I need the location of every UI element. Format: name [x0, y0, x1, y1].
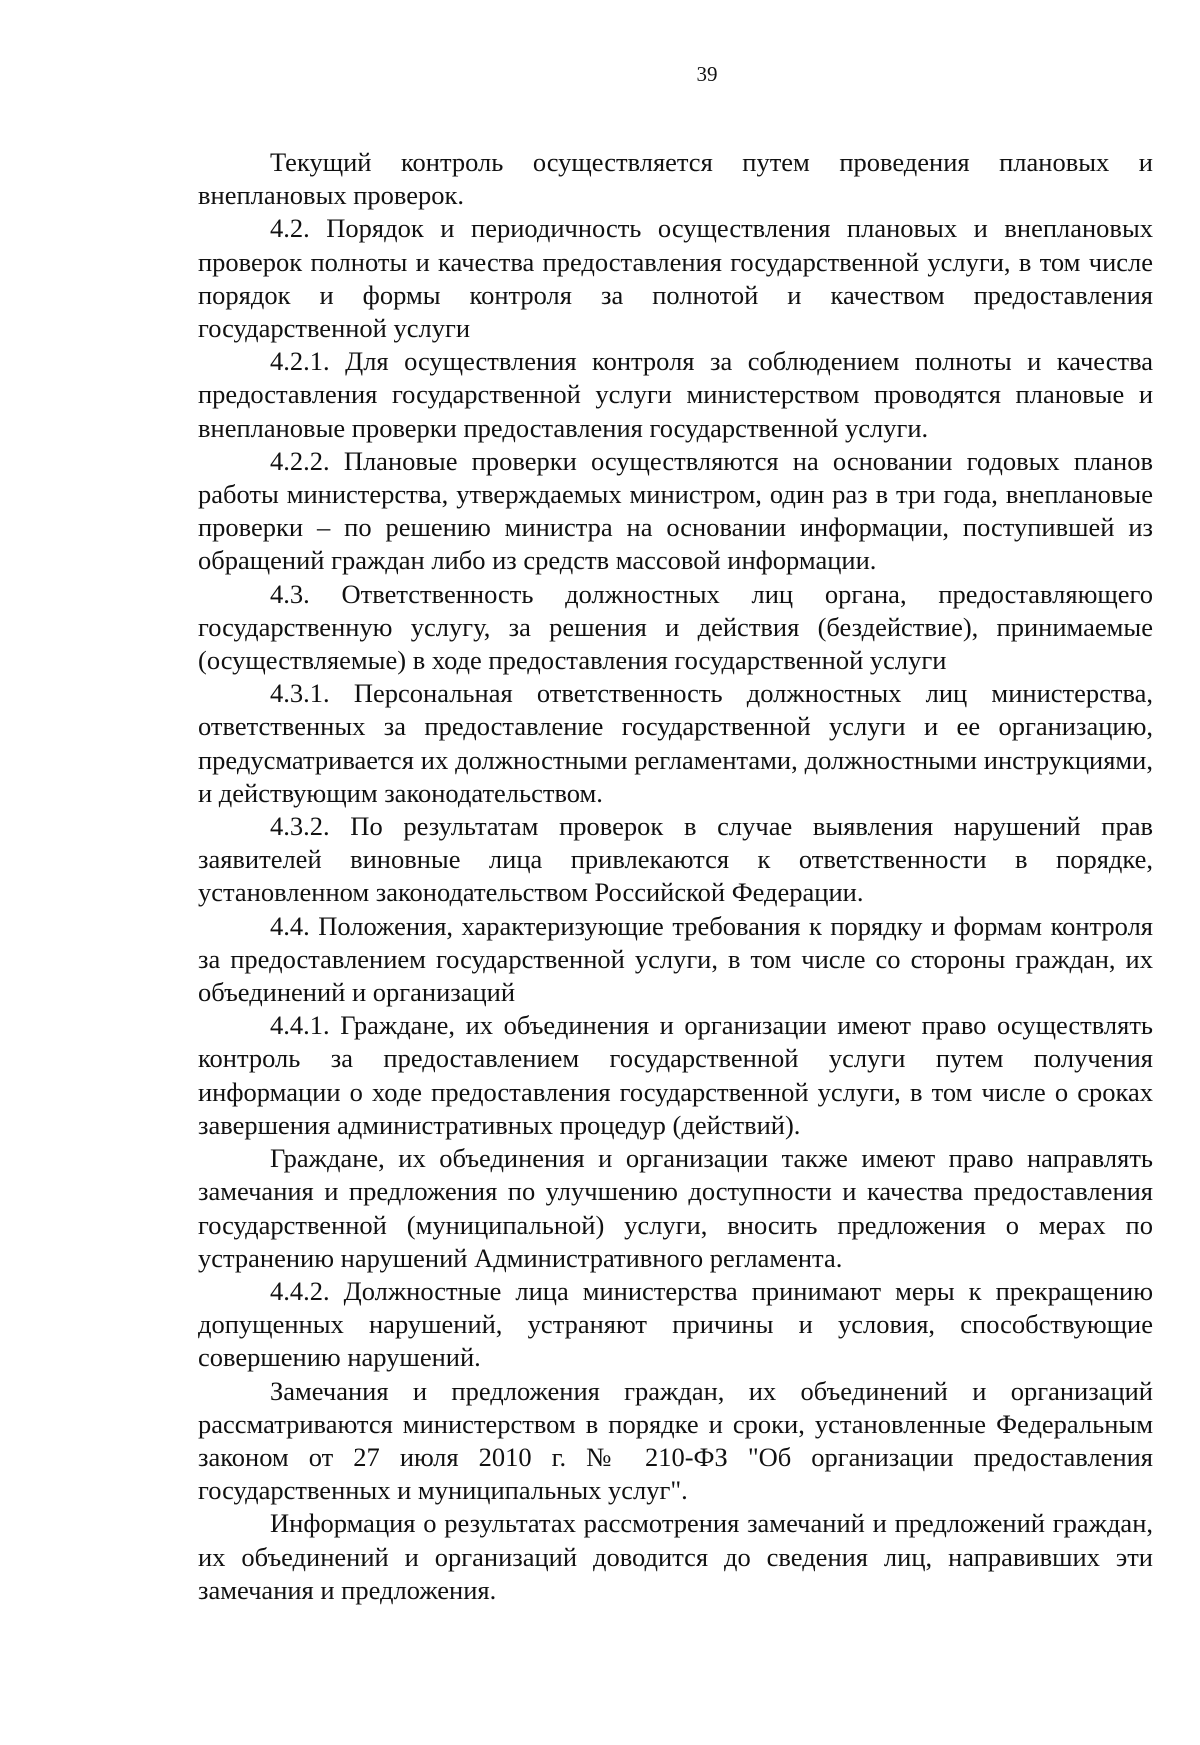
- page-number: 39: [696, 62, 718, 86]
- paragraph-citizens-proposals: Граждане, их объединения и организации также имеют право направлять замечания и предложения по улучшению доступности и качества предоставления государственной (муниципальной) услуги, вносить предложения о мерах по устранению нарушений Административного регламента.: [198, 1143, 1153, 1273]
- paragraph-4-4: 4.4. Положения, характеризующие требования к порядку и формам контроля за предоставлением государственной услуги, в том числе со стороны граждан, их объединений и организаций: [198, 910, 1153, 1008]
- paragraph-remarks-review: Замечания и предложения граждан, их объединений и организаций рассматриваются министерством в порядке и сроки, установленные Федеральным законом от 27 июля 2010 г. № 210-ФЗ "Об организации предоставления государственных и муниципальных услуг".: [198, 1375, 1153, 1506]
- paragraph-4-2-2: 4.2.2. Плановые проверки осуществляются на основании годовых планов работы министерства, утверждаемых министром, один раз в три года, внеплановые проверки – по решению министра на основании информации, поступившей из обращений граждан либо из средств массовой информации.: [198, 445, 1153, 576]
- paragraph-4-2-1: 4.2.1. Для осуществления контроля за соблюдением полноты и качества предоставления государственной услуги министерством проводятся плановые и внеплановые проверки предоставления государственной услуги.: [198, 346, 1153, 443]
- paragraph-4-3: 4.3. Ответственность должностных лиц органа, предоставляющего государственную услугу, за решения и действия (бездействие), принимаемые (осуществляемые) в ходе предоставления государственной услуги: [198, 578, 1153, 676]
- paragraph-4-4-2: 4.4.2. Должностные лица министерства принимают меры к прекращению допущенных нарушений, устраняют причины и условия, способствующие совершению нарушений.: [198, 1275, 1153, 1373]
- paragraph-4-2: 4.2. Порядок и периодичность осуществления плановых и внеплановых проверок полноты и качества предоставления государственной услуги, в том числе порядок и формы контроля за полнотой и качеством предоставления государственной услуги: [198, 213, 1153, 344]
- document-body: [198, 146, 1153, 1607]
- paragraph-4-3-2: 4.3.2. По результатам проверок в случае выявления нарушений прав заявителей виновные лица привлекаются к ответственности в порядке, установленном законодательством Российской Федерации.: [198, 811, 1153, 908]
- paragraph-4-3-1: 4.3.1. Персональная ответственность должностных лиц министерства, ответственных за предоставление государственной услуги и ее организацию, предусматривается их должностными регламентами, должностными инструкциями, и действующим законодательством.: [198, 678, 1153, 808]
- paragraph-4-4-1: 4.4.1. Граждане, их объединения и организации имеют право осуществлять контроль за предоставлением государственной услуги путем получения информации о ходе предоставления государственной услуги, в том числе о сроках завершения административных процедур (действий).: [198, 1010, 1153, 1140]
- paragraph-review-results: Информация о результатах рассмотрения замечаний и предложений граждан, их объединений и организаций доводится до сведения лиц, направивших эти замечания и предложения.: [198, 1508, 1153, 1605]
- paragraph-current-control: Текущий контроль осуществляется путем проведения плановых и внеплановых проверок.: [198, 147, 1153, 211]
